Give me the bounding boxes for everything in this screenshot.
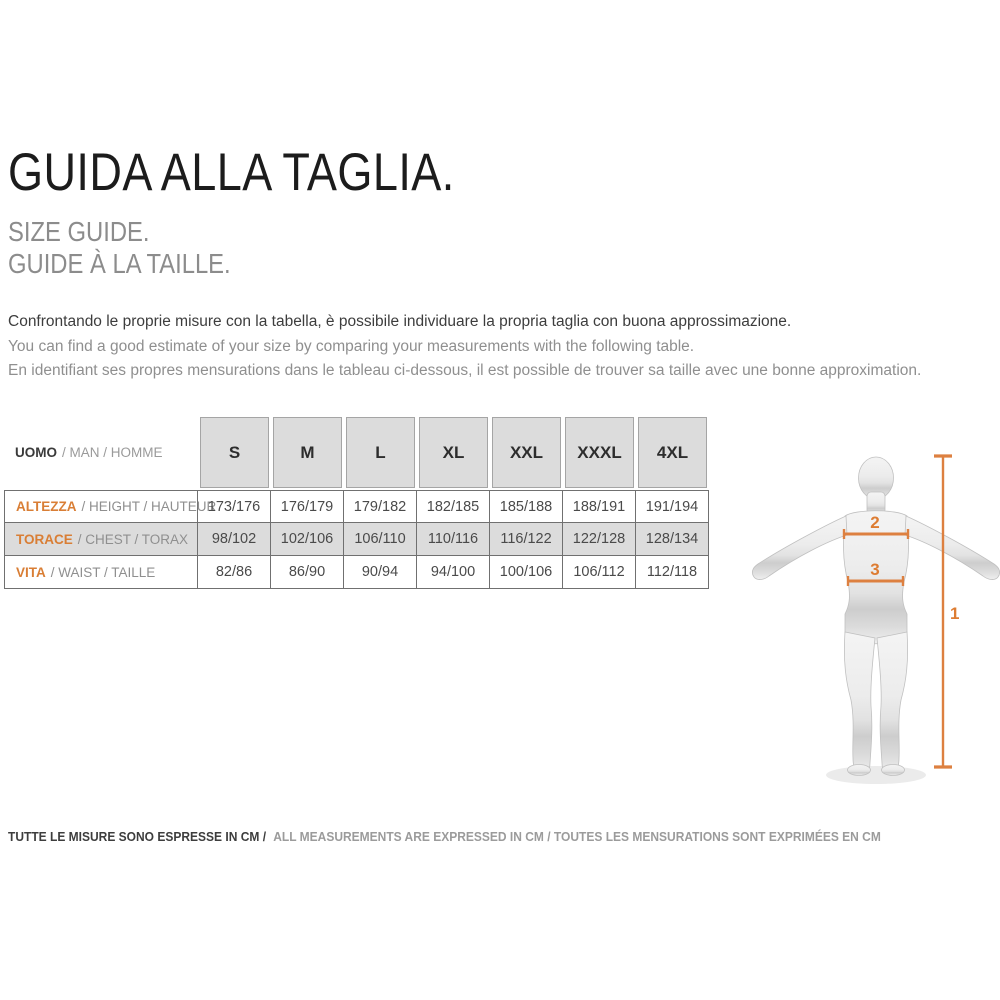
- table-cell: 82/86: [198, 556, 271, 589]
- mannequin-body: [752, 457, 999, 776]
- footer-italian: TUTTE LE MISURE SONO ESPRESSE IN CM /: [8, 830, 267, 844]
- corner-label-secondary: / MAN / HOMME: [62, 445, 163, 460]
- size-column-header-s: S: [198, 415, 271, 490]
- table-cell: 185/188: [490, 490, 563, 523]
- table-cell: 112/118: [636, 556, 709, 589]
- table-cell: 179/182: [344, 490, 417, 523]
- table-cell: 86/90: [271, 556, 344, 589]
- row-label-waist: VITA / WAIST / TAILLE: [4, 556, 198, 589]
- table-cell: 188/191: [563, 490, 636, 523]
- table-cell: 116/122: [490, 523, 563, 556]
- footer-note: [8, 830, 881, 844]
- intro-english: You can find a good estimate of your size by comparing your measurements with the following table.: [8, 337, 695, 355]
- table-cell: 94/100: [417, 556, 490, 589]
- height-marker-label: 1: [950, 604, 960, 623]
- table-cell: 173/176: [198, 490, 271, 523]
- size-column-header-m: M: [271, 415, 344, 490]
- table-cell: 122/128: [563, 523, 636, 556]
- size-table: [4, 415, 709, 589]
- subtitle-english: SIZE GUIDE.: [8, 216, 150, 247]
- size-column-header-l: L: [344, 415, 417, 490]
- table-cell: 176/179: [271, 490, 344, 523]
- waist-marker-label: 3: [870, 560, 880, 579]
- subtitle-french: GUIDE À LA TAILLE.: [8, 248, 231, 279]
- intro-italian: Confrontando le proprie misure con la tabella, è possibile individuare la propria taglia con buona approssimazione.: [8, 313, 792, 330]
- table-corner-label: [4, 415, 198, 490]
- page-title: [8, 143, 534, 202]
- ground-shadow: [826, 766, 926, 784]
- intro-paragraph: [8, 310, 921, 384]
- table-cell: 110/116: [417, 523, 490, 556]
- size-column-header-xxl: XXL: [490, 415, 563, 490]
- mannequin-figure: [740, 440, 1000, 800]
- table-cell: 90/94: [344, 556, 417, 589]
- page-title-text: GUIDA ALLA TAGLIA.: [8, 143, 455, 202]
- size-column-header-xl: XL: [417, 415, 490, 490]
- table-cell: 100/106: [490, 556, 563, 589]
- row-label-chest: TORACE / CHEST / TORAX: [4, 523, 198, 556]
- table-cell: 191/194: [636, 490, 709, 523]
- row-label-height: ALTEZZA / HEIGHT / HAUTEUR: [4, 490, 198, 523]
- table-cell: 182/185: [417, 490, 490, 523]
- table-cell: 98/102: [198, 523, 271, 556]
- intro-french: En identifiant ses propres mensurations dans le tableau ci-dessous, il est possible de trouver sa taille avec une bonne approximation.: [8, 362, 922, 379]
- table-cell: 106/110: [344, 523, 417, 556]
- table-cell: 106/112: [563, 556, 636, 589]
- table-cell: 128/134: [636, 523, 709, 556]
- chest-marker-label: 2: [870, 513, 880, 532]
- table-cell: 102/106: [271, 523, 344, 556]
- mannequin-svg: [740, 440, 1000, 800]
- footer-translations: ALL MEASUREMENTS ARE EXPRESSED IN CM / TOUTES LES MENSURATIONS SONT EXPRIMÉES EN CM: [273, 830, 881, 844]
- corner-label-primary: UOMO: [15, 445, 57, 460]
- size-column-header-xxxl: XXXL: [563, 415, 636, 490]
- size-column-header-4xl: 4XL: [636, 415, 709, 490]
